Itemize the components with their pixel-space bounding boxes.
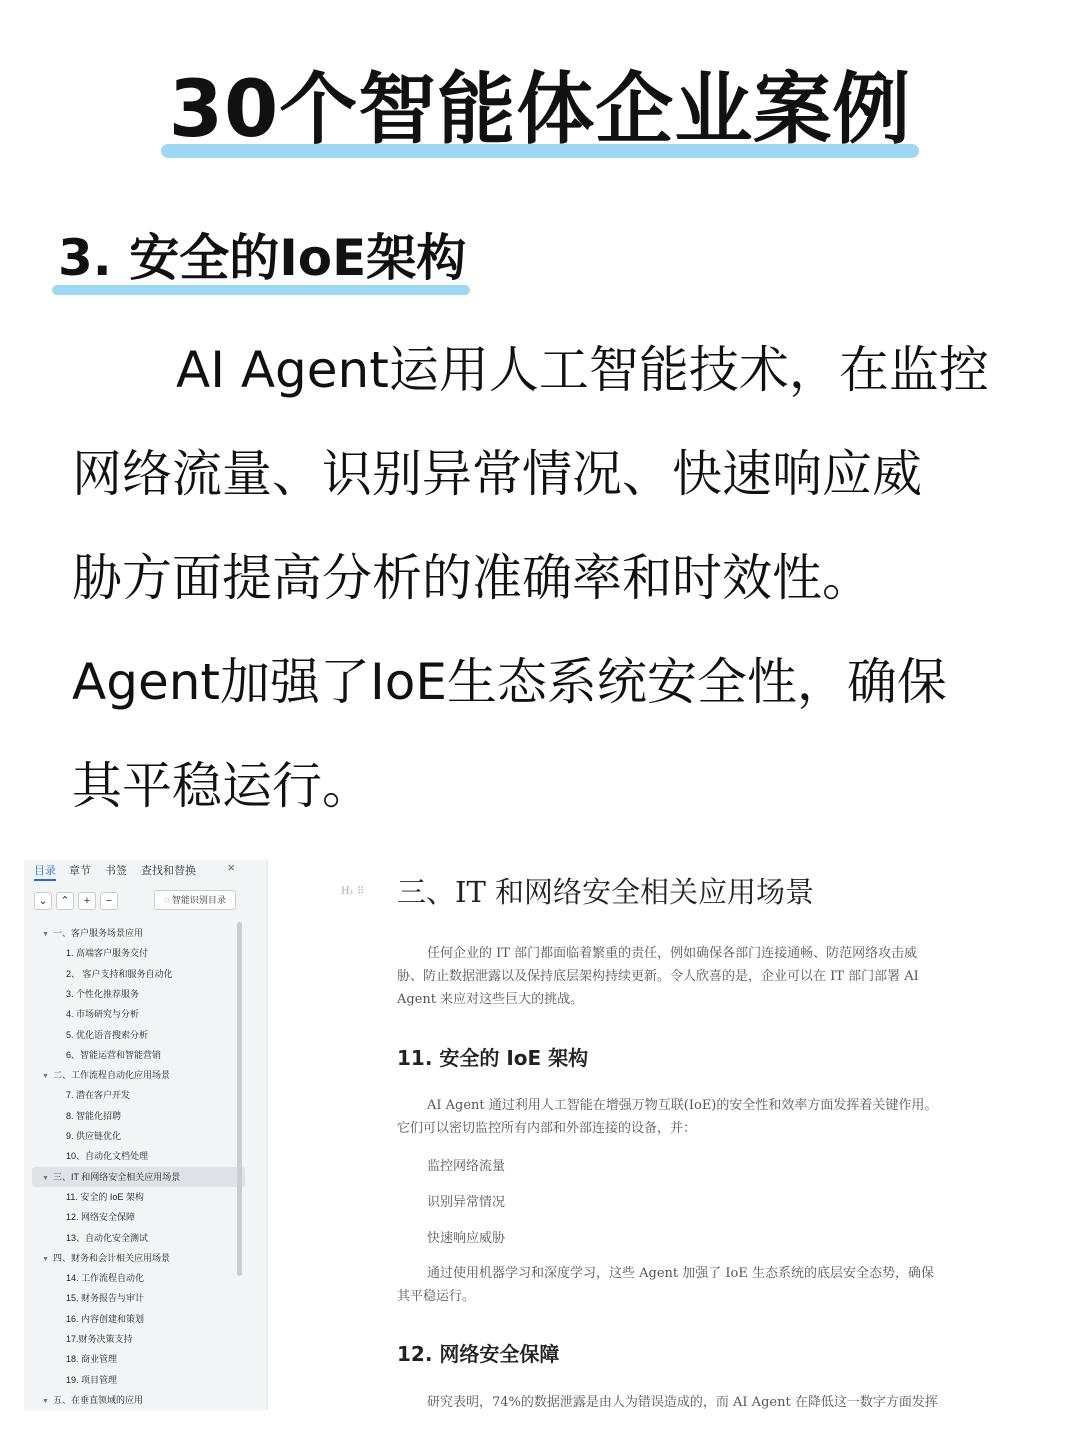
toc-item-label: 2、 客户支持和服务自动化: [66, 968, 173, 979]
toc-subsection-item[interactable]: [66, 1126, 121, 1146]
toc-item-label: 18. 商业管理: [66, 1354, 118, 1365]
collapse-caret-icon[interactable]: ▼: [42, 1255, 49, 1263]
toc-item-label: 17.财务决策支持: [66, 1334, 133, 1344]
doc-paragraph: [397, 942, 1005, 1011]
toc-section-item[interactable]: [32, 923, 143, 943]
toc-subsection-item[interactable]: [66, 1349, 117, 1369]
toc-item-label: 1. 高端客户服务交付: [66, 948, 149, 959]
embedded-document-screenshot: [24, 860, 1054, 1410]
smart-toc-button[interactable]: ◌ 智能识别目录: [154, 890, 236, 910]
page-title: 30个智能体企业案例: [169, 60, 912, 160]
toc-item-label: 二、工作流程自动化应用场景: [52, 1070, 170, 1081]
doc-line: AI Agent 通过利用人工智能在增强万物互联(IoE)的安全性和效率方面发挥着关键作用。: [427, 1098, 938, 1113]
toc-subsection-item[interactable]: [66, 964, 173, 984]
smart-toc-label: 智能识别目录: [171, 895, 226, 905]
toc-subsection-item[interactable]: [66, 1085, 130, 1105]
toc-subsection-item[interactable]: [66, 984, 139, 1004]
toc-subsection-item[interactable]: [66, 1207, 135, 1227]
toc-item-label: 四、财务和会计相关应用场景: [52, 1252, 170, 1263]
doc-line: 任何企业的 IT 部门都面临着繁重的责任，例如确保各部门连接通畅、防范网络攻击威: [427, 946, 918, 961]
collapse-caret-icon[interactable]: ▼: [42, 1174, 49, 1182]
toc-item-label: 9. 供应链优化: [66, 1131, 122, 1141]
toc-subsection-item[interactable]: [66, 1268, 144, 1288]
expand-icon[interactable]: ⌄: [34, 892, 52, 910]
add-heading-icon[interactable]: +: [78, 892, 96, 910]
doc-heading-11: 11. 安全的 IoE 架构: [397, 1046, 589, 1070]
intro-paragraph: [72, 318, 1012, 838]
doc-heading-12: 12. 网络安全保障: [397, 1342, 560, 1366]
intro-line: 胁方面提高分析的准确率和时效性。: [72, 549, 872, 607]
toc-subsection-item[interactable]: [66, 1106, 121, 1126]
close-icon[interactable]: ×: [227, 860, 235, 875]
intro-line: Agent加强了IoE生态系统安全性，确保: [72, 653, 947, 711]
toc-subsection-item[interactable]: [66, 1228, 148, 1248]
toc-item-label: 15. 财务报告与审计: [66, 1293, 145, 1304]
sidebar-tabs: [24, 860, 267, 882]
doc-list-item: 监控网络流量: [427, 1159, 506, 1174]
title-block: [0, 60, 1080, 160]
collapse-caret-icon[interactable]: ▼: [42, 931, 49, 938]
toc-item-label: 5. 优化语音搜索分析: [66, 1029, 149, 1040]
toc-item-label: 10、自动化文档处理: [66, 1151, 149, 1162]
doc-line: 其平稳运行。: [397, 1289, 476, 1304]
toc-subsection-item[interactable]: [66, 1045, 161, 1065]
doc-line: 胁、防止数据泄露以及保持底层架构持续更新。令人欣喜的是，企业可以在 IT 部门部署 AI: [397, 969, 919, 984]
doc-list-item: 识别异常情况: [427, 1195, 506, 1210]
toc-subsection-item[interactable]: [66, 1288, 144, 1308]
toc-subsection-item[interactable]: [66, 943, 148, 963]
toc-subsection-item[interactable]: [66, 1025, 148, 1045]
sidebar-scrollbar[interactable]: [237, 922, 242, 1276]
remove-heading-icon[interactable]: −: [100, 892, 118, 910]
toc-item-label: 6、智能运营和智能营销: [66, 1049, 162, 1060]
toc-item-label: 3. 个性化推荐服务: [66, 988, 140, 999]
doc-line: Agent 来应对这些巨大的挑战。: [397, 992, 584, 1007]
doc-paragraph: 研究表明，74%的数据泄露是由人为错误造成的，而 AI Agent 在降低这一数字方面发挥: [427, 1395, 938, 1410]
tab-chapters[interactable]: 章节: [69, 865, 91, 877]
toc-item-label: 19. 项目管理: [66, 1374, 118, 1385]
intro-line: 其平稳运行。: [72, 757, 372, 815]
toc-section-item[interactable]: [32, 1167, 245, 1187]
toc-item-label: 一、客户服务场景应用: [52, 928, 143, 938]
toc-subsection-item[interactable]: [66, 1329, 133, 1349]
heading-handle-icon[interactable]: H₁ ⠿: [341, 886, 365, 897]
toc-item-label: 4. 市场研究与分析: [66, 1009, 140, 1020]
toc-item-label: 三、IT 和网络安全相关应用场景: [52, 1171, 181, 1182]
doc-paragraph: [397, 1094, 1005, 1140]
tab-bookmarks[interactable]: 书签: [105, 865, 127, 877]
toc-subsection-item[interactable]: [66, 1187, 144, 1207]
toc-item-label: 16. 内容创建和策划: [66, 1313, 145, 1324]
collapse-caret-icon[interactable]: ▼: [42, 1397, 49, 1405]
tab-find-replace[interactable]: 查找和替换: [141, 865, 196, 877]
toc-item-label: 14. 工作流程自动化: [66, 1273, 145, 1284]
navigation-sidebar: [24, 860, 268, 1410]
tab-toc[interactable]: 目录: [34, 862, 56, 881]
document-page: [267, 860, 1054, 1410]
toc-subsection-item[interactable]: [66, 1370, 117, 1390]
toc-subsection-item[interactable]: [66, 1146, 148, 1166]
intro-line: 网络流量、识别异常情况、快速响应威: [72, 445, 922, 503]
toc-item-label: 13、自动化安全测试: [66, 1232, 149, 1243]
section-heading: 3. 安全的IoE架构: [58, 225, 466, 291]
toc-subsection-item[interactable]: [66, 1309, 144, 1329]
doc-list-item: 快速响应威胁: [427, 1231, 506, 1246]
toc-section-item[interactable]: [32, 1248, 170, 1268]
doc-line: 通过使用机器学习和深度学习，这些 Agent 加强了 IoE 生态系统的底层安全态势，确保: [427, 1266, 934, 1281]
doc-line: 它们可以密切监控所有内部和外部连接的设备，并：: [397, 1121, 697, 1136]
collapse-caret-icon[interactable]: ▼: [42, 1073, 49, 1081]
collapse-icon[interactable]: ⌃: [56, 892, 74, 910]
toc-subsection-item[interactable]: [66, 1004, 139, 1024]
doc-heading-1: 三、IT 和网络安全相关应用场景: [397, 875, 815, 909]
toc-item-label: 7. 潜在客户开发: [66, 1090, 131, 1101]
doc-paragraph: [397, 1262, 1005, 1308]
toc-item-label: 12. 网络安全保障: [66, 1212, 136, 1223]
toc-section-item[interactable]: [32, 1065, 170, 1085]
toc-section-item[interactable]: [32, 1390, 143, 1410]
toc-item-label: 11. 安全的 IoE 架构: [66, 1191, 144, 1202]
toc-item-label: 8. 智能化招聘: [66, 1110, 122, 1121]
intro-line: AI Agent运用人工智能技术，在监控: [176, 341, 989, 399]
toc-item-label: 五、在垂直领域的应用: [52, 1394, 143, 1405]
